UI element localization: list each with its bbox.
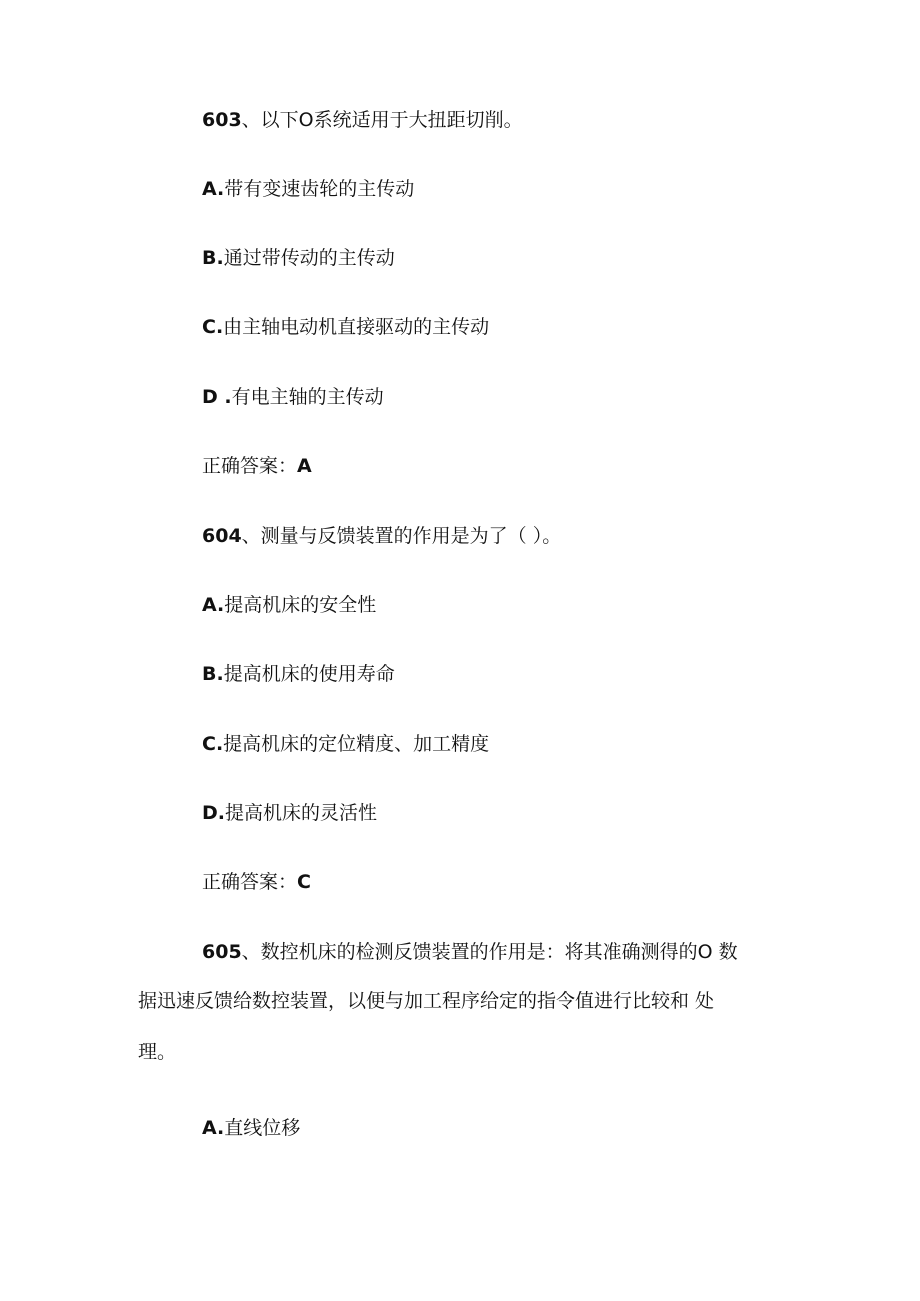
option-text: 由主轴电动机直接驱动的主传动 bbox=[223, 316, 490, 338]
option-text: 提高机床的定位精度、加工精度 bbox=[223, 733, 490, 755]
option-text: 直线位移 bbox=[224, 1117, 301, 1139]
question-text: 理。 bbox=[138, 1041, 177, 1063]
question-603-option-b bbox=[202, 244, 395, 272]
question-604-option-d bbox=[202, 799, 377, 827]
question-604-stem bbox=[202, 522, 561, 550]
question-604-option-b bbox=[202, 660, 395, 688]
option-letter: A. bbox=[202, 594, 225, 616]
question-603-option-a bbox=[202, 175, 414, 203]
question-text: 、以下O系统适用于大扭距切削。 bbox=[241, 109, 523, 131]
option-letter: D . bbox=[202, 386, 232, 408]
option-text: 有电主轴的主传动 bbox=[231, 386, 384, 408]
question-603-option-c bbox=[202, 313, 489, 341]
question-604-answer bbox=[202, 868, 311, 896]
question-605-stem-line-1 bbox=[202, 938, 738, 966]
question-number: 605 bbox=[202, 941, 242, 963]
question-603-stem bbox=[202, 106, 523, 134]
option-text: 提高机床的安全性 bbox=[224, 594, 377, 616]
question-603-option-d bbox=[202, 383, 384, 411]
question-text: 、数控机床的检测反馈装置的作用是：将其准确测得的O 数 bbox=[241, 941, 738, 963]
option-letter: B. bbox=[202, 247, 224, 269]
question-number: 604 bbox=[202, 525, 242, 547]
question-605-option-a bbox=[202, 1114, 300, 1142]
question-605-stem-line-2 bbox=[138, 987, 714, 1015]
option-letter: D. bbox=[202, 802, 225, 824]
option-text: 带有变速齿轮的主传动 bbox=[224, 178, 415, 200]
option-letter: A. bbox=[202, 1117, 225, 1139]
answer-value: C bbox=[297, 871, 311, 893]
question-text: 据迅速反馈给数控装置，以便与加工程序给定的指令值进行比较和 处 bbox=[138, 990, 715, 1012]
question-number: 603 bbox=[202, 109, 242, 131]
question-604-option-c bbox=[202, 730, 489, 758]
option-letter: C. bbox=[202, 733, 224, 755]
option-letter: A. bbox=[202, 178, 225, 200]
question-604-option-a bbox=[202, 591, 376, 619]
option-letter: C. bbox=[202, 316, 224, 338]
question-603-answer bbox=[202, 452, 312, 480]
option-text: 通过带传动的主传动 bbox=[223, 247, 395, 269]
option-letter: B. bbox=[202, 663, 224, 685]
question-text: 、测量与反馈装置的作用是为了（ ）。 bbox=[241, 525, 562, 547]
question-605-stem-line-3 bbox=[138, 1038, 176, 1066]
answer-label: 正确答案： bbox=[202, 871, 298, 893]
option-text: 提高机床的使用寿命 bbox=[223, 663, 395, 685]
answer-label: 正确答案： bbox=[202, 455, 298, 477]
option-text: 提高机床的灵活性 bbox=[225, 802, 378, 824]
answer-value: A bbox=[297, 455, 312, 477]
